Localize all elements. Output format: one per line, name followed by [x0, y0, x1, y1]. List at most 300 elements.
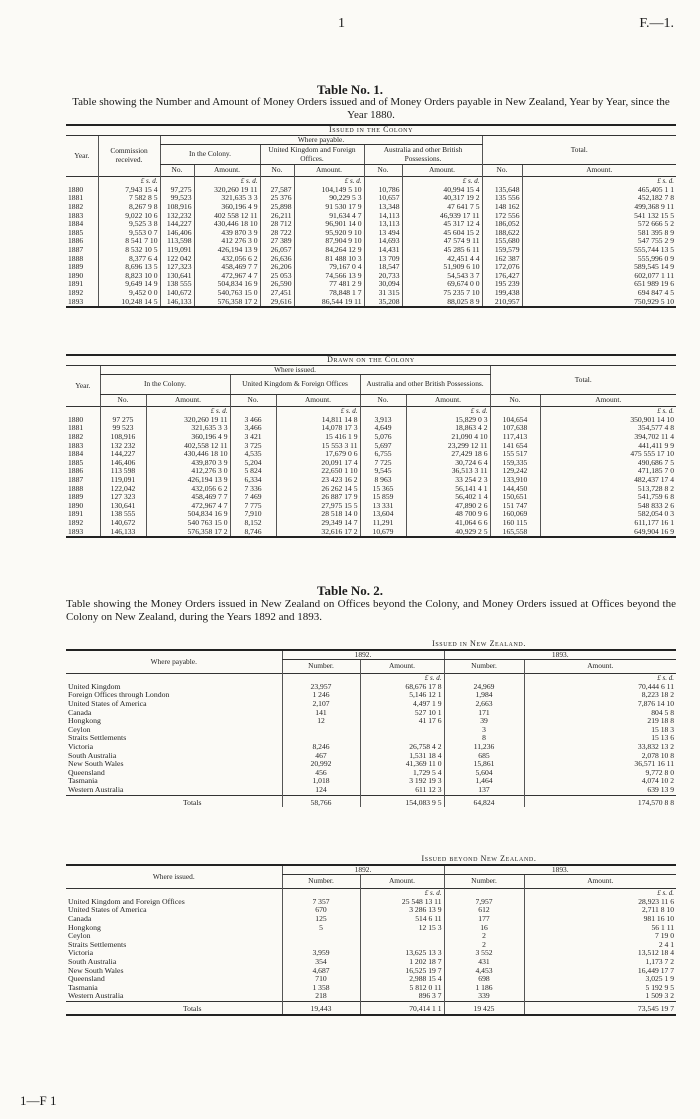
- table-row: [66, 450, 676, 459]
- table-cell: 1,531 18 4: [360, 752, 444, 761]
- table-cell: 15,829 0 3: [406, 416, 490, 425]
- table-cell: 3 192 19 3: [360, 777, 444, 786]
- table-cell: 504,834 16 9: [194, 280, 260, 289]
- table-cell: 547 755 2 9: [522, 237, 676, 246]
- total-cell: 58,766: [282, 795, 360, 807]
- table-cell: 23,299 12 11: [406, 442, 490, 451]
- table-cell: 17,679 0 6: [276, 450, 360, 459]
- table-cell: 130,641: [160, 272, 194, 281]
- table-row: [66, 416, 676, 425]
- table-cell: 7 725: [360, 459, 406, 468]
- table-cell: 54,543 3 7: [402, 272, 482, 281]
- table-cell: 25,898: [260, 203, 294, 212]
- table-cell: 27,429 18 6: [406, 450, 490, 459]
- table-cell: 7,957: [444, 898, 524, 907]
- table-cell: 138 555: [100, 510, 146, 519]
- table-cell: 581 395 8 9: [522, 229, 676, 238]
- table-row: [66, 709, 676, 718]
- table-cell: 431: [444, 958, 524, 967]
- table-cell: 30,724 6 4: [406, 459, 490, 468]
- table1-issued-in-colony: [66, 124, 676, 308]
- table-cell: 91 530 17 9: [294, 203, 364, 212]
- row-label: Tasmania: [68, 982, 98, 992]
- row-label: Queensland: [68, 767, 105, 777]
- row-label: 1885: [68, 457, 84, 467]
- issued-beyond-nz-banner: Issued beyond New Zealand.: [282, 855, 676, 865]
- table-cell: 162 387: [482, 255, 522, 264]
- paper-reference: F.—1.: [639, 16, 674, 31]
- total-cell: 19,443: [282, 1001, 360, 1014]
- table-cell: 2: [444, 932, 524, 941]
- table-cell: 1 202 18 7: [360, 958, 444, 967]
- col-amount: Amount.: [402, 165, 482, 177]
- currency-unit: £ s. d.: [524, 889, 676, 898]
- table-cell: 412,276 3 0: [146, 467, 230, 476]
- table-cell: 9,022 10 6: [98, 212, 160, 221]
- table-cell: 804 5 8: [524, 709, 676, 718]
- table-cell: 28 518 14 0: [276, 510, 360, 519]
- table-cell: 135,648: [482, 186, 522, 195]
- table-cell: 159,579: [482, 246, 522, 255]
- table-cell: 26,057: [260, 246, 294, 255]
- table-cell: 42,451 4 4: [402, 255, 482, 264]
- table-cell: 4,535: [230, 450, 276, 459]
- col-no: No.: [482, 165, 522, 177]
- table-cell: 51,909 6 10: [402, 263, 482, 272]
- table-cell: 8,746: [230, 528, 276, 538]
- col-amount: Amount.: [540, 395, 676, 407]
- row-label: 1887: [68, 244, 84, 254]
- table-cell: 210,957: [482, 298, 522, 308]
- col-no: No.: [100, 395, 146, 407]
- table-cell: 649,904 16 9: [540, 528, 676, 538]
- row-label: 1888: [68, 483, 84, 493]
- table-cell: 27,975 15 5: [276, 502, 360, 511]
- table-row: [66, 958, 676, 967]
- table-cell: 138 555: [160, 280, 194, 289]
- table-cell: 11,291: [360, 519, 406, 528]
- table-cell: 6,334: [230, 476, 276, 485]
- table-cell: 1,984: [444, 691, 524, 700]
- row-label: Western Australia: [68, 991, 124, 1001]
- table-cell: 1 509 3 2: [524, 992, 676, 1001]
- row-label: 1892: [68, 287, 84, 297]
- table-cell: 127 323: [100, 493, 146, 502]
- table-cell: 176,427: [482, 272, 522, 281]
- table-cell: 651 989 19 6: [522, 280, 676, 289]
- col-amount: Amount.: [360, 660, 444, 674]
- table-cell: 132,232: [160, 212, 194, 221]
- table-row: [66, 726, 676, 735]
- table-cell: 9,525 3 8: [98, 220, 160, 229]
- table-cell: 140,672: [160, 289, 194, 298]
- table-cell: 320,260 19 11: [146, 416, 230, 425]
- table-cell: 611 12 3: [360, 786, 444, 795]
- table-cell: 15 365: [360, 485, 406, 494]
- table-cell: 68,676 17 8: [360, 683, 444, 692]
- table-cell: 472,967 4 7: [194, 272, 260, 281]
- row-label: 1886: [68, 466, 84, 476]
- table-cell: 432,056 6 2: [194, 255, 260, 264]
- col-no: No.: [230, 395, 276, 407]
- table-cell: 26,636: [260, 255, 294, 264]
- table-cell: 15 859: [360, 493, 406, 502]
- table-cell: 70,444 6 11: [524, 683, 676, 692]
- col-where-issued: Where issued.: [152, 871, 195, 881]
- table-cell: 8,377 6 4: [98, 255, 160, 264]
- row-label: United Kingdom: [68, 681, 121, 691]
- row-label: Hongkong: [68, 922, 101, 932]
- table-cell: 9,553 0 7: [98, 229, 160, 238]
- table-cell: 29,616: [260, 298, 294, 308]
- table-cell: 56,141 4 1: [406, 485, 490, 494]
- table-row: [66, 476, 676, 485]
- table-row: [66, 777, 676, 786]
- table-cell: 151 747: [490, 502, 540, 511]
- table-row: [66, 298, 676, 308]
- table-cell: 639 13 9: [524, 786, 676, 795]
- drawn-on-colony-banner: Drawn on the Colony: [66, 355, 676, 365]
- table-cell: [282, 726, 360, 735]
- table-cell: 475 555 17 10: [540, 450, 676, 459]
- table-cell: 27 389: [260, 237, 294, 246]
- table-cell: 981 16 10: [524, 915, 676, 924]
- table-cell: 472,967 4 7: [146, 502, 230, 511]
- table-cell: 47,890 2 6: [406, 502, 490, 511]
- currency-unit: £ s. d.: [98, 177, 160, 186]
- table-cell: 2,663: [444, 700, 524, 709]
- table-cell: 430,446 18 10: [194, 220, 260, 229]
- col-australia-british: Australia and other British Possessions.: [364, 145, 482, 165]
- table-cell: 144,227: [160, 220, 194, 229]
- row-label: Tasmania: [68, 776, 98, 786]
- table-cell: 141 654: [490, 442, 540, 451]
- table-row: [66, 485, 676, 494]
- currency-unit: £ s. d.: [276, 407, 360, 416]
- table-cell: 9,545: [360, 467, 406, 476]
- table-cell: 541,759 6 8: [540, 493, 676, 502]
- table-cell: 513,728 8 2: [540, 485, 676, 494]
- table-cell: 177: [444, 915, 524, 924]
- table-row: [66, 786, 676, 795]
- table-cell: 122,042: [100, 485, 146, 494]
- table-cell: 33,832 13 2: [524, 743, 676, 752]
- row-label: 1883: [68, 210, 84, 220]
- table-cell: 160,069: [490, 510, 540, 519]
- table-row: [66, 717, 676, 726]
- row-label: 1891: [68, 279, 84, 289]
- table-cell: 40,929 2 5: [406, 528, 490, 538]
- table-cell: 548 833 2 6: [540, 502, 676, 511]
- table-cell: [360, 726, 444, 735]
- table-cell: 15 13 6: [524, 734, 676, 743]
- table-cell: 125: [282, 915, 360, 924]
- table-cell: 14,113: [364, 212, 402, 221]
- table-cell: 172 556: [482, 212, 522, 221]
- table-cell: 452,182 7 8: [522, 194, 676, 203]
- table-cell: 7 357: [282, 898, 360, 907]
- table-cell: 576,358 17 2: [194, 298, 260, 308]
- table-row: [66, 915, 676, 924]
- table-cell: 354,577 4 8: [540, 424, 676, 433]
- total-cell: 70,414 1 1: [360, 1001, 444, 1014]
- col-uk-foreign: United Kingdom & Foreign Offices: [230, 375, 360, 395]
- table-cell: 8,246: [282, 743, 360, 752]
- row-label: Ceylon: [68, 724, 91, 734]
- table-cell: 710: [282, 975, 360, 984]
- table-cell: 22,650 1 10: [276, 467, 360, 476]
- table-cell: 13,113: [364, 220, 402, 229]
- table-cell: 140,672: [100, 519, 146, 528]
- row-label: South Australia: [68, 956, 117, 966]
- table-cell: 499,368 9 11: [522, 203, 676, 212]
- col-total: Total.: [482, 135, 676, 165]
- row-label: 1881: [68, 193, 84, 203]
- table-cell: 172,076: [482, 263, 522, 272]
- col-amount: Amount.: [194, 165, 260, 177]
- table-cell: 77 481 2 9: [294, 280, 364, 289]
- table-cell: 467: [282, 752, 360, 761]
- table-row: [66, 519, 676, 528]
- table-cell: 133,910: [490, 476, 540, 485]
- table-cell: 129,242: [490, 467, 540, 476]
- table-cell: 432,056 6 2: [146, 485, 230, 494]
- currency-unit: £ s. d.: [360, 674, 444, 683]
- table-cell: 45 317 12 4: [402, 220, 482, 229]
- table-cell: 555,996 0 9: [522, 255, 676, 264]
- table-cell: 130,641: [100, 502, 146, 511]
- table-cell: 26 887 17 9: [276, 493, 360, 502]
- table-cell: 7 469: [230, 493, 276, 502]
- table-cell: 7,910: [230, 510, 276, 519]
- table-cell: 8,152: [230, 519, 276, 528]
- col-amount: Amount.: [522, 165, 676, 177]
- table-cell: 16: [444, 924, 524, 933]
- totals-label: Totals: [183, 1003, 202, 1013]
- table-row: [66, 992, 676, 1001]
- table-cell: 8,223 18 2: [524, 691, 676, 700]
- col-commission: Commission received.: [98, 135, 160, 177]
- table2-caption: Table showing the Money Orders issued in New Zealand on Offices beyond the Colony, and Money Orders issued at Offices beyond the Colony on New Zealand, during the Years 1892 and 1893.: [66, 598, 676, 623]
- table2-issued-in-nz: [66, 640, 676, 807]
- table-cell: 86,544 19 11: [294, 298, 364, 308]
- table-cell: 439 870 3 9: [194, 229, 260, 238]
- table-cell: 32,616 17 2: [276, 528, 360, 538]
- col-year-1893: 1893.: [444, 650, 676, 660]
- table-cell: 14,078 17 3: [276, 424, 360, 433]
- table-cell: 441,411 9 9: [540, 442, 676, 451]
- footer-reference: 1—F 1: [20, 1093, 57, 1108]
- table-row: [66, 459, 676, 468]
- totals-label: Totals: [183, 797, 202, 807]
- table-cell: 350,901 14 10: [540, 416, 676, 425]
- table-row: [66, 700, 676, 709]
- table-cell: 30,094: [364, 280, 402, 289]
- currency-unit: £ s. d.: [522, 177, 676, 186]
- table-cell: 4,074 10 2: [524, 777, 676, 786]
- table-cell: 31 315: [364, 289, 402, 298]
- row-label: 1884: [68, 449, 84, 459]
- table-cell: 3 286 13 9: [360, 906, 444, 915]
- table-cell: 122 042: [160, 255, 194, 264]
- table-cell: 5 812 0 11: [360, 984, 444, 993]
- table-cell: 8 963: [360, 476, 406, 485]
- table-cell: 5,204: [230, 459, 276, 468]
- table-cell: 96,901 14 0: [294, 220, 364, 229]
- col-no: No.: [364, 165, 402, 177]
- table1-drawn-on-colony: [66, 354, 676, 538]
- row-label: Victoria: [68, 948, 94, 958]
- currency-unit: £ s. d.: [524, 674, 676, 683]
- table-row: [66, 502, 676, 511]
- table-row: [66, 984, 676, 993]
- row-label: 1890: [68, 270, 84, 280]
- table-cell: 23 423 16 2: [276, 476, 360, 485]
- col-australia-british: Australia and other British Possessions.: [360, 375, 490, 395]
- row-label: Canada: [68, 707, 92, 717]
- table-cell: 4,497 1 9: [360, 700, 444, 709]
- table-cell: 107,638: [490, 424, 540, 433]
- currency-unit: £ s. d.: [406, 407, 490, 416]
- table-cell: 25 053: [260, 272, 294, 281]
- table-row: [66, 433, 676, 442]
- table-cell: 127,323: [160, 263, 194, 272]
- row-label: Victoria: [68, 741, 94, 751]
- row-label: 1880: [68, 184, 84, 194]
- table-cell: 602,077 1 11: [522, 272, 676, 281]
- table-cell: 150,651: [490, 493, 540, 502]
- table-cell: 10,679: [360, 528, 406, 538]
- total-cell: 154,083 9 5: [360, 795, 444, 807]
- table-cell: 219 18 8: [524, 717, 676, 726]
- row-label: 1891: [68, 509, 84, 519]
- table-cell: 26,758 4 2: [360, 743, 444, 752]
- table-cell: 3 421: [230, 433, 276, 442]
- col-number: Number.: [282, 660, 360, 674]
- table-cell: 99,523: [160, 194, 194, 203]
- row-label: 1882: [68, 431, 84, 441]
- table-cell: 698: [444, 975, 524, 984]
- table-cell: 527 10 1: [360, 709, 444, 718]
- table-cell: 78,848 1 7: [294, 289, 364, 298]
- table-cell: 148 162: [482, 203, 522, 212]
- total-cell: 73,545 19 7: [524, 1001, 676, 1014]
- table-cell: 10,657: [364, 194, 402, 203]
- row-label: 1888: [68, 253, 84, 263]
- table-cell: 9,772 8 0: [524, 769, 676, 778]
- row-label: 1889: [68, 492, 84, 502]
- table-row: [66, 967, 676, 976]
- table-cell: 9,649 14 9: [98, 280, 160, 289]
- table-cell: 14,431: [364, 246, 402, 255]
- table-cell: 1 358: [282, 984, 360, 993]
- table-cell: 160 115: [490, 519, 540, 528]
- table-cell: 670: [282, 906, 360, 915]
- table-cell: 8,696 13 5: [98, 263, 160, 272]
- row-label: 1892: [68, 517, 84, 527]
- col-amount: Amount.: [406, 395, 490, 407]
- table-cell: 36,571 16 11: [524, 760, 676, 769]
- table-cell: 8 532 10 5: [98, 246, 160, 255]
- table-cell: 28 722: [260, 229, 294, 238]
- table-row: [66, 752, 676, 761]
- table-cell: 8 541 7 10: [98, 237, 160, 246]
- table-cell: 589,545 14 9: [522, 263, 676, 272]
- table-cell: 540,763 15 0: [194, 289, 260, 298]
- col-in-colony: In the Colony.: [160, 145, 260, 165]
- table-row: [66, 467, 676, 476]
- row-label: 1893: [68, 526, 84, 536]
- table-cell: 47 641 7 5: [402, 203, 482, 212]
- table-cell: 9,452 0 0: [98, 289, 160, 298]
- table-cell: 8: [444, 734, 524, 743]
- table-cell: 45 285 6 11: [402, 246, 482, 255]
- col-where-payable: Where payable.: [160, 135, 482, 145]
- table-cell: 7 582 8 5: [98, 194, 160, 203]
- table-cell: 490,686 7 5: [540, 459, 676, 468]
- table-cell: 7 336: [230, 485, 276, 494]
- table-cell: 171: [444, 709, 524, 718]
- col-amount: Amount.: [294, 165, 364, 177]
- row-label: South Australia: [68, 750, 117, 760]
- table-cell: 2,988 15 4: [360, 975, 444, 984]
- table-cell: 119,091: [100, 476, 146, 485]
- row-label: Straits Settlements: [68, 733, 127, 743]
- table-row: [66, 691, 676, 700]
- table-cell: 354: [282, 958, 360, 967]
- col-amount: Amount.: [524, 660, 676, 674]
- table-cell: 7,943 15 4: [98, 186, 160, 195]
- table-cell: 24,969: [444, 683, 524, 692]
- table-row: [66, 510, 676, 519]
- row-label: United States of America: [68, 698, 147, 708]
- table-cell: 685: [444, 752, 524, 761]
- table-cell: 48 700 9 6: [406, 510, 490, 519]
- table-cell: 1,173 7 2: [524, 958, 676, 967]
- table-cell: 3,466: [230, 424, 276, 433]
- table-cell: 13 709: [364, 255, 402, 264]
- row-label: 1885: [68, 227, 84, 237]
- table-cell: 23,957: [282, 683, 360, 692]
- table-cell: 430,446 18 10: [146, 450, 230, 459]
- table-cell: 119,091: [160, 246, 194, 255]
- table-cell: 146,406: [100, 459, 146, 468]
- table-cell: 360,196 4 9: [146, 433, 230, 442]
- table-cell: 3,959: [282, 949, 360, 958]
- table-cell: 26 262 14 5: [276, 485, 360, 494]
- table-cell: 13 331: [360, 502, 406, 511]
- table-cell: 28 712: [260, 220, 294, 229]
- table-cell: 146,133: [100, 528, 146, 538]
- table-row: [66, 769, 676, 778]
- col-total: Total.: [490, 365, 676, 395]
- table-cell: 13,625 13 3: [360, 949, 444, 958]
- table-cell: 12 15 3: [360, 924, 444, 933]
- table-cell: 29,349 14 7: [276, 519, 360, 528]
- table-cell: 426,194 13 9: [146, 476, 230, 485]
- table-cell: 412 276 3 0: [194, 237, 260, 246]
- total-cell: 19 425: [444, 1001, 524, 1014]
- table-cell: 5,076: [360, 433, 406, 442]
- table-cell: 611,177 16 1: [540, 519, 676, 528]
- table-cell: 146,406: [160, 229, 194, 238]
- col-year: Year.: [75, 380, 91, 390]
- table-cell: 321,635 3 3: [194, 194, 260, 203]
- table-cell: 3,025 1 9: [524, 975, 676, 984]
- table-cell: 15 18 3: [524, 726, 676, 735]
- table-row: [66, 898, 676, 907]
- table-cell: 576,358 17 2: [146, 528, 230, 538]
